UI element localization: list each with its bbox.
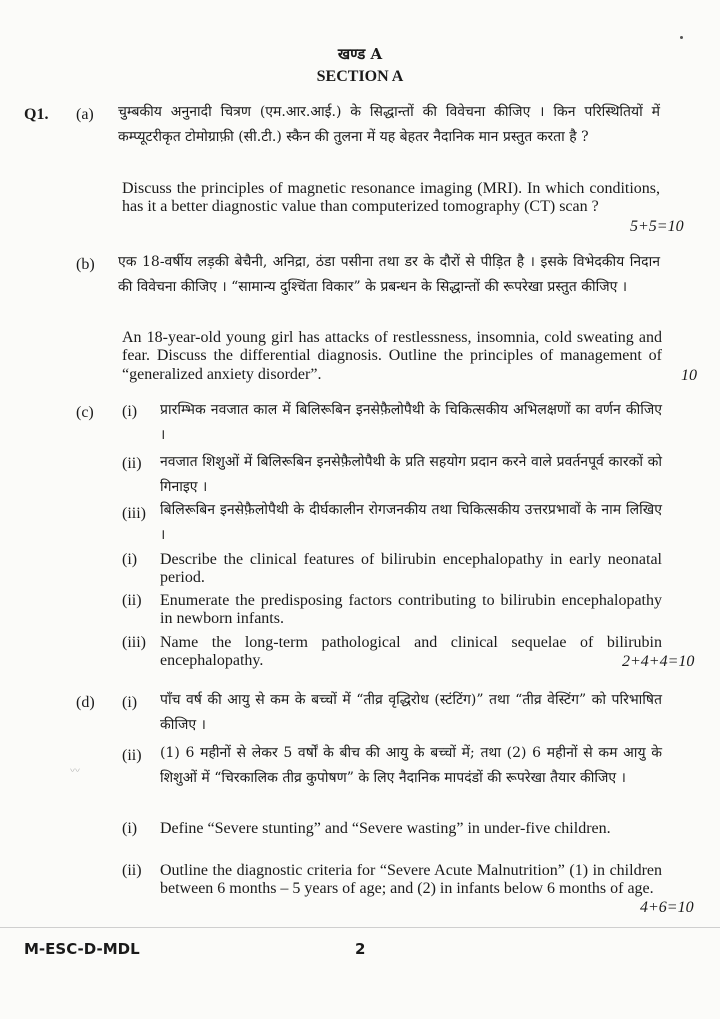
part-d-english-i: Define “Severe stunting” and “Severe wasting” in under-five children. [160,820,611,837]
page-number: 2 [355,940,366,958]
part-d-label: (d) [76,694,95,711]
part-c-hindi-ii-num: (ii) [122,455,142,472]
part-b-hindi: एक 18-वर्षीय लड़की बेचैनी, अनिद्रा, ठंडा पसीना तथा डर के दौरों से पीड़ित है । इसके विभेदकीय निदान की विवेचना कीजिए । “सामान्य दुश्चिंता विकार” के प्रबन्धन के सिद्धान्तों की रूपरेखा प्रस्तुत कीजिए । [118,254,660,295]
part-c-hindi-ii: नवजात शिशुओं में बिलिरूबिन इनसेफ़ैलोपैथी के प्रति सहयोग प्रदान करने वाले प्रवर्तनपूर्व कारकों को गिनाइए । [160,454,662,495]
part-c-hindi-iii-num: (iii) [122,505,146,522]
part-b-label: (b) [76,256,95,273]
paper-code: M-ESC-D-MDL [24,940,140,958]
ink-dot [680,36,683,39]
question-number: Q1. [24,106,49,123]
part-d-english-ii: Outline the diagnostic criteria for “Severe Acute Malnutrition” (1) in children between 6 months – 5 years of age; and (2) in infants below 6 months of age. [160,862,662,898]
part-c-english-i-num: (i) [122,551,138,568]
part-d-hindi-i: पाँच वर्ष की आयु से कम के बच्चों में “तीव्र वृद्धिरोध (स्टंटिंग)” तथा “तीव्र वेस्टिंग” को परिभाषित कीजिए । [160,692,662,733]
part-d-hindi-i-num: (i) [122,694,138,711]
part-c-label: (c) [76,404,94,421]
part-a-hindi: चुम्बकीय अनुनादी चित्रण (एम.आर.आई.) के सिद्धान्तों की विवेचना कीजिए । किन परिस्थितियों में कम्प्यूटरीकृत टोमोग्राफ़ी (सी.टी.) स्कैन की तुलना में यह बेहतर नैदानिक मान प्रस्तुत करता है ? [118,104,660,145]
part-c-english-iii: Name the long-term pathological and clinical sequelae of bilirubin encephalopathy. [160,634,662,670]
part-c-english-i: Describe the clinical features of bilirubin encephalopathy in early neonatal period. [160,551,662,587]
part-c-english-ii: Enumerate the predisposing factors contributing to bilirubin encephalopathy in newborn infants. [160,592,662,628]
part-d-hindi-ii-num: (ii) [122,747,142,764]
section-title-english: SECTION A [316,68,404,85]
part-a-marks: 5+5=10 [630,218,684,235]
part-a-english: Discuss the principles of magnetic resonance imaging (MRI). In which conditions, has it a better diagnostic value than computerized tomography (CT) scan ? [122,180,660,216]
part-d-english-i-num: (i) [122,820,138,837]
part-b-marks: 10 [681,367,697,384]
part-c-english-ii-num: (ii) [122,592,142,609]
part-c-hindi-iii: बिलिरूबिन इनसेफ़ैलोपैथी के दीर्घकालीन रोगजनकीय तथा चिकित्सकीय उत्तरप्रभावों के नाम लिखिए । [160,502,662,543]
part-d-marks: 4+6=10 [640,899,694,916]
part-c-english-iii-num: (iii) [122,634,146,651]
section-title-hindi: खण्ड A [337,45,383,63]
part-d-hindi-ii: (1) 6 महीनों से लेकर 5 वर्षों के बीच की आयु के बच्चों में; तथा (2) 6 महीनों से कम आयु के शिशुओं में “चिरकालिक तीव्र कुपोषण” के लिए नैदानिक मापदंडों की रूपरेखा तैयार कीजिए । [160,745,662,786]
part-c-hindi-i: प्रारम्भिक नवजात काल में बिलिरूबिन इनसेफ़ैलोपैथी के चिकित्सकीय अभिलक्षणों का वर्णन कीजिए । [160,402,662,443]
pencil-squiggle-icon: 〰 [70,766,80,777]
part-a-label: (a) [76,106,94,123]
part-d-english-ii-num: (ii) [122,862,142,879]
part-c-marks: 2+4+4=10 [622,653,695,670]
part-b-english: An 18-year-old young girl has attacks of restlessness, insomnia, cold sweating and fear. Discuss the differential diagnosis. Outline the principles of management of “generalized anxiety disorder”. [122,329,662,383]
footer-divider [0,927,720,928]
part-c-hindi-i-num: (i) [122,403,138,420]
